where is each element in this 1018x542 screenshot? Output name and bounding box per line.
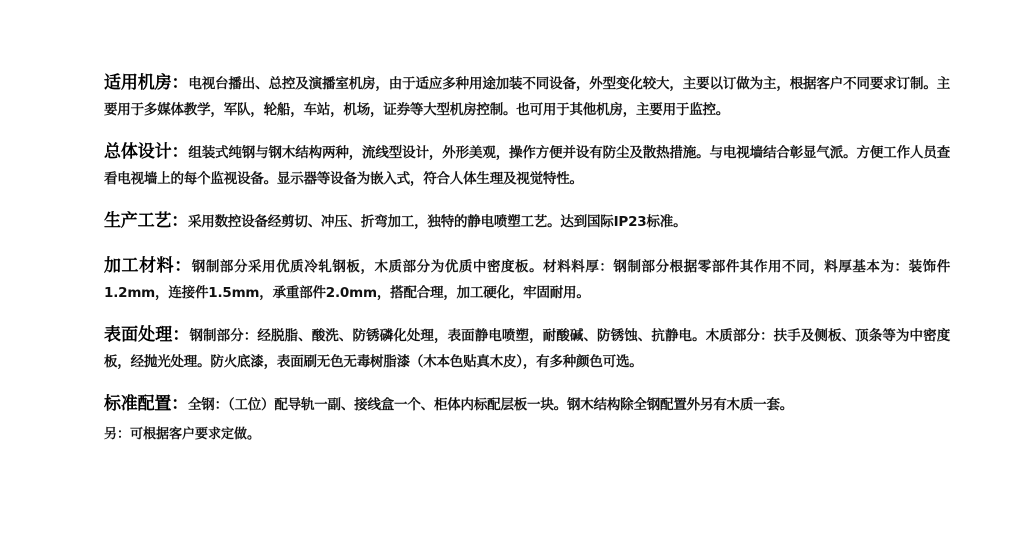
section-text: 组装式纯钢与钢木结构两种，流线型设计，外形美观，操作方便并设有防尘及散热措施。与电视墙结合彰显气派。方便工作人员查看电视墙上的每个监视设备。显示器等设备为嵌入式，符合人体生理及视觉特性。 [104,145,950,187]
section-applicable-rooms [104,70,950,123]
document-body [104,70,950,459]
section-overall-design [104,139,950,192]
section-materials [104,253,950,306]
section-production-process [104,208,950,235]
custom-order-note: 另：可根据客户要求定做。 [104,427,261,442]
section-heading: 总体设计： [104,142,189,162]
section-heading: 适用机房： [104,73,189,93]
section-surface-treatment [104,322,950,375]
section-heading: 生产工艺： [104,211,188,231]
section-heading: 表面处理： [104,325,190,345]
section-text: 电视台播出、总控及演播室机房，由于适应多种用途加装不同设备，外型变化较大，主要以订做为主，根据客户不同要求订制。主要用于多媒体教学，军队，轮船，车站，机场，证券等大型机房控制。也可用于其他机房，主要用于监控。 [104,76,950,118]
section-text: 采用数控设备经剪切、冲压、折弯加工，独特的静电喷塑工艺。达到国际IP23标准。 [188,214,687,230]
section-text: 钢制部分：经脱脂、酸洗、防锈磷化处理，表面静电喷塑，耐酸碱、防锈蚀、抗静电。木质部分：扶手及侧板、顶条等为中密度板，经抛光处理。防火底漆，表面刷无色无毒树脂漆（木本色贴真木皮），有多种颜色可选。 [104,328,950,370]
section-standard-configuration [104,391,950,418]
section-heading: 加工材料： [104,256,192,276]
section-text: 全钢：（工位）配导轨一副、接线盒一个、柜体内标配层板一块。钢木结构除全钢配置外另有木质一套。 [188,397,794,413]
section-heading: 标准配置： [104,394,188,414]
section-text: 钢制部分采用优质冷轧钢板，木质部分为优质中密度板。材料料厚：钢制部分根据零部件其作用不同，料厚基本为：装饰件1.2mm，连接件1.5mm，承重部件2.0mm，搭配合理，加工硬化，牢固耐用。 [104,259,951,301]
